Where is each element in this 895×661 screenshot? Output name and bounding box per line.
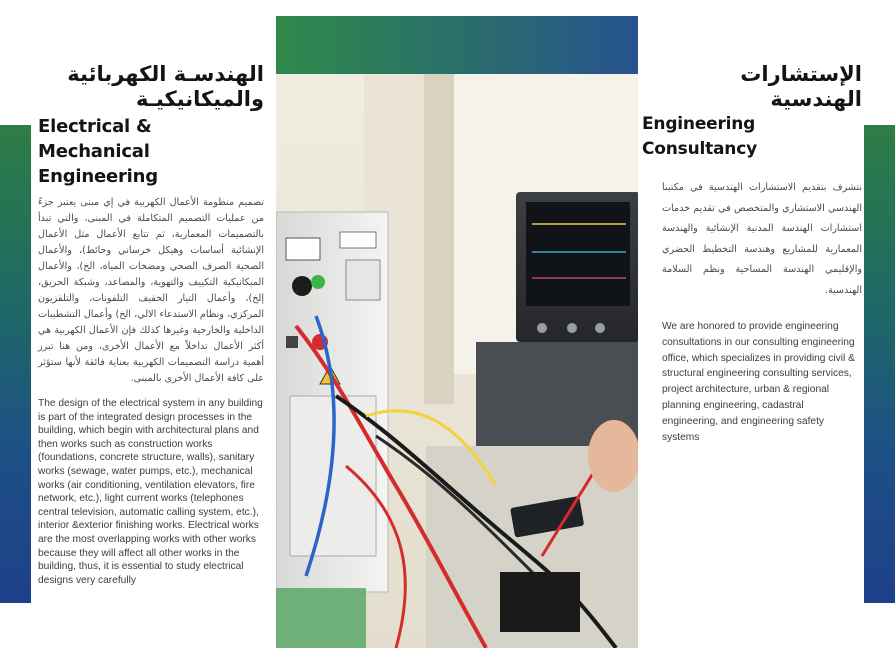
hand (588, 420, 638, 492)
foreground-green-equipment (276, 588, 366, 648)
wall-column (424, 74, 454, 404)
green-button (311, 275, 325, 289)
lab-photo-illustration (276, 16, 638, 648)
right-edge-gradient-bar (864, 125, 895, 603)
left-edge-gradient-bar (0, 125, 31, 603)
knob (292, 276, 312, 296)
cabinet-label (286, 238, 320, 260)
oscilloscope-screen (526, 202, 630, 306)
scope-knob (537, 323, 547, 333)
section-title-english: Engineering Consultancy (642, 114, 757, 159)
section-body-english: The design of the electrical system in any building is part of the integrated design processes in the building, which begin with architectural plans and then works such as construction works (foundations, concrete structure, walls), sanitary works (sewage, water pumps, etc.), mechanical works (air conditioning, ventilation elevators, fire network, etc.), light current works (telephones central television, automatic calling system, etc.), interior &exterior finishing works. Electrical works are the most overlapping works with other works because they will affect all other works in the building, thus, it is essential to study electrical designs very carefully (38, 398, 263, 586)
section-title-arabic: الهندسـة الكهربائية والميكانيكيـة (67, 62, 264, 111)
section-body-arabic: تصميم منظومة الأعمال الكهربية في إي مبنى يعتبر جزءً من عمليات التصميم المتكاملة في المبنى، والتي تبدأ بالتصميمات المعمارية، ثم تتابع الأعمال مثل الأعمال الإنشائية أساسات وهيكل خرساني وحائط)، والأعمال الصحية الصرف الصحي ومضخات المياه، الخ)، والأعمال الميكانيكية التكييف والتهوية، والمصاعد، وشبكة الحريق، إلخ)، وأعمال التيار الخفيف التلفونات، والتلفزيون المركزي، ونظام الاستدعاء الالي، الخ) وأعمال التشطيبات الداخلية والخارجية وغيرها كذلك فإن الأعمال الكهربية هي أكثر الأعمال تداخلاً مع الأعمال الأخرى، ومن هنا تبرز أهمية دراسة التصميمات الكهربية بعناية فائقة لأنها ستؤثر على كافة الأعمال الأخرى بالمبنى. (38, 197, 264, 384)
scope-knob (595, 323, 605, 333)
meter-panel (346, 260, 380, 300)
engineering-consultancy-section (642, 62, 862, 445)
switch (286, 336, 298, 348)
electrical-mechanical-section (38, 62, 264, 587)
section-body-english: We are honored to provide engineering consultations in our consulting engineering office, which specializes in providing civil & structural engineering consulting services, project architecture, urban & regional planning engineering, cadastral engineering, and engineering safety systems (662, 321, 855, 443)
scope-knob (567, 323, 577, 333)
section-title-english: Electrical & Mechanical Engineering (38, 116, 158, 187)
connector-block (500, 572, 580, 632)
top-color-band (276, 16, 638, 74)
section-title-arabic: الإستشارات الهندسية (740, 62, 862, 111)
section-body-arabic: نتشرف بتقديم الاستشارات الهندسية في مكتبنا الهندسي الاستشاري والمتخصص في تقديم خدمات استشارات الهندسة المدنية الإنشائية والهندسة المعمارية للمشاريع وهندسة التخطيط الحضري والإقليمي الهندسة المساحية ونظم السلامة الهندسية. (662, 182, 862, 296)
lab-equipment-photo (276, 16, 638, 648)
cabinet-label (340, 232, 376, 248)
